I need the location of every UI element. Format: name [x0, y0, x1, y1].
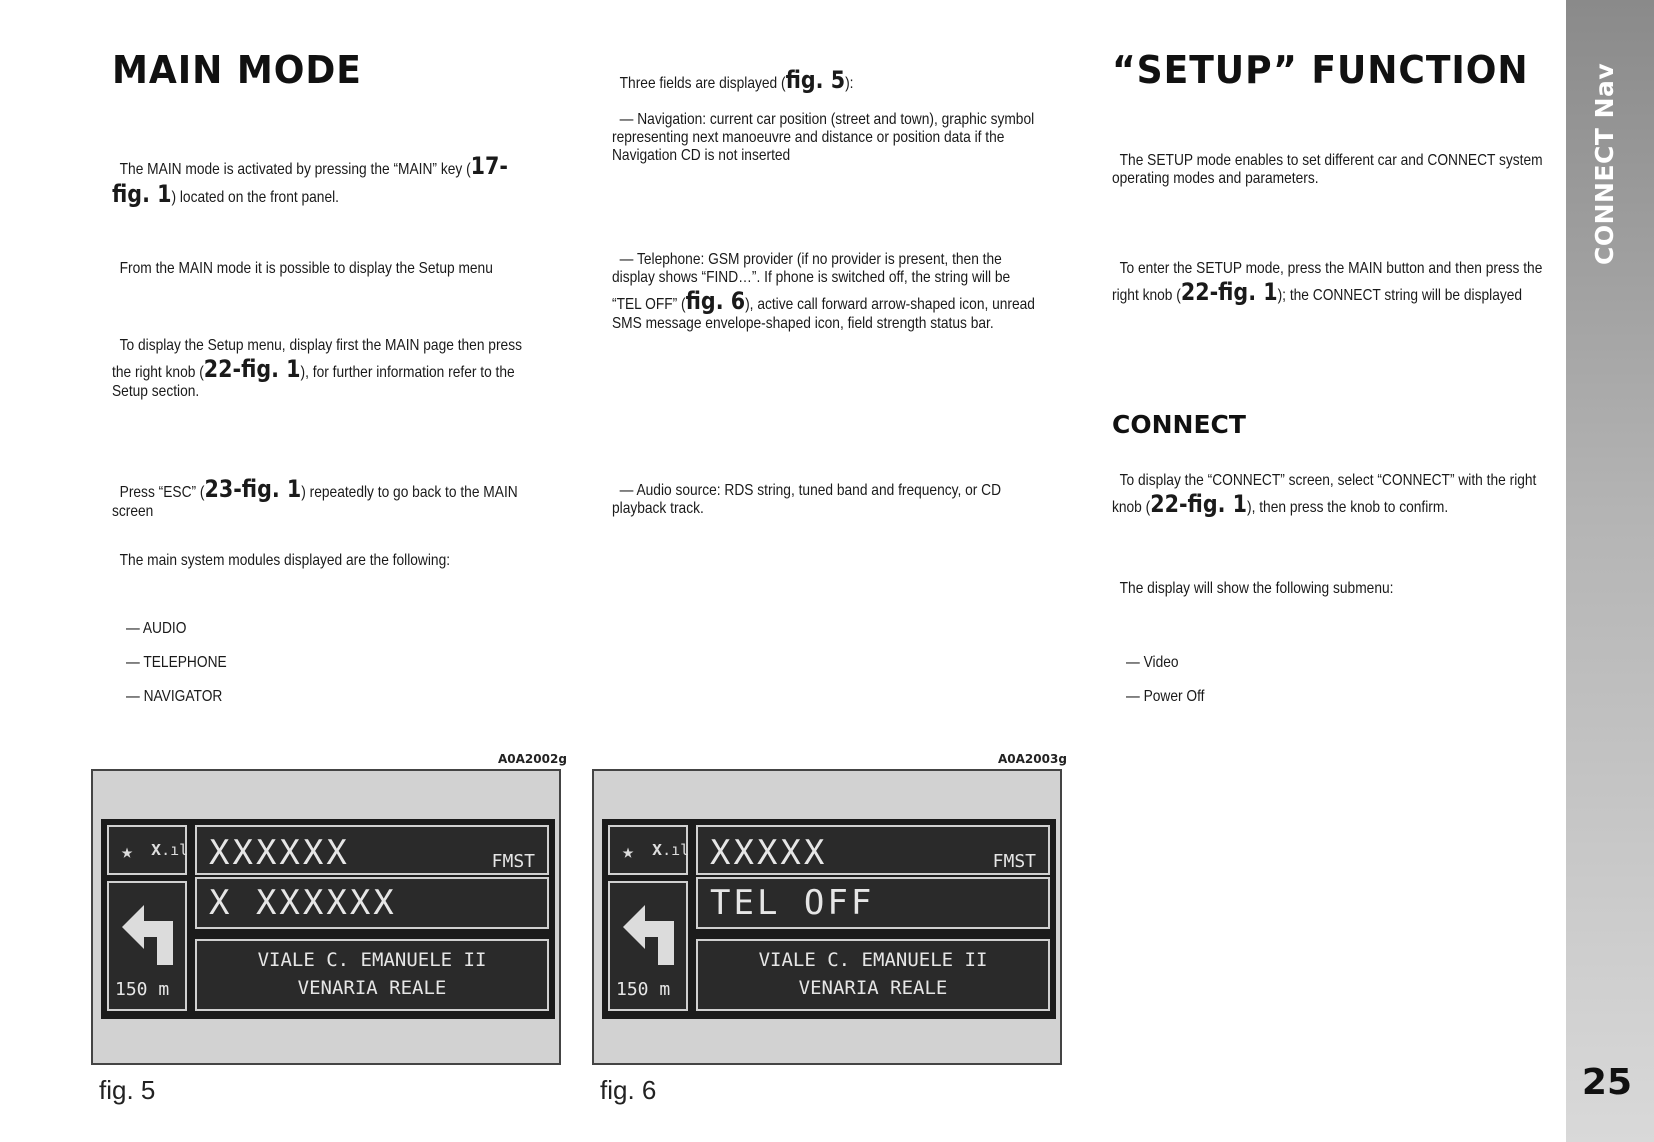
signal-strength-icon: 𝚾.ıl — [151, 841, 189, 859]
satellite-icon: ★ — [622, 839, 635, 863]
lcd-screen — [602, 819, 1056, 1019]
module-list — [126, 604, 558, 722]
fig5-display — [91, 769, 561, 1065]
submenu-list — [1126, 638, 1558, 722]
fig6-caption: fig. 6 — [600, 1075, 657, 1105]
fields-intro: Three fields are displayed (fig. 5): — [619, 66, 854, 94]
band-label: FMST — [491, 851, 535, 872]
fig5-caption: fig. 5 — [99, 1075, 156, 1105]
list-item: — AUDIO — [126, 620, 187, 637]
setup-paragraph-1: The SETUP mode enables to set different car and CONNECT system operating modes and parameters. — [1112, 152, 1543, 187]
setup-function-heading: “SETUP” FUNCTION — [1112, 48, 1529, 92]
fig5-code: A0A2002g — [498, 752, 567, 766]
street-name: VIALE C. EMANUELE II — [257, 949, 487, 971]
satellite-icon: ★ — [121, 839, 134, 863]
audio-source-text: XXXXX — [710, 833, 828, 873]
town-name: VENARIA REALE — [798, 977, 948, 999]
list-item: — Video — [1126, 654, 1179, 671]
lcd-screen — [101, 819, 555, 1019]
main-mode-heading: MAIN MODE — [112, 48, 362, 92]
turn-left-arrow-icon — [119, 897, 179, 967]
status-icons-cell — [107, 825, 187, 875]
town-name: VENARIA REALE — [297, 977, 447, 999]
list-item: — Power Off — [1126, 688, 1205, 705]
connect-subheading: CONNECT — [1112, 410, 1246, 439]
signal-strength-icon: 𝚾.ıl — [652, 841, 690, 859]
list-item: — NAVIGATOR — [126, 688, 223, 705]
audio-field — [195, 825, 549, 875]
navigation-field — [696, 939, 1050, 1011]
main-mode-paragraph-5: The main system modules displayed are the following: — [119, 552, 451, 569]
main-mode-paragraph-1: The MAIN mode is activated by pressing the “MAIN” key (17-fig. 1) located on the front panel. — [112, 152, 508, 208]
telephone-field-description: — Telephone: GSM provider (if no provider is present, then the display shows “FIND…”. If phone is switched off, the string will be “TEL OFF” (fig. 6), active call forward arrow-shaped icon, unread SMS message envelope-shaped icon, field strength status bar. — [612, 251, 1035, 332]
fig6-code: A0A2003g — [998, 752, 1067, 766]
audio-field — [696, 825, 1050, 875]
telephone-text: X XXXXXX — [209, 883, 397, 923]
list-item: — TELEPHONE — [126, 654, 227, 671]
connect-paragraph-2: The display will show the following submenu: — [1119, 580, 1394, 597]
navigation-field-description: — Navigation: current car position (street and town), graphic symbol representing next manoeuvre and distance or position data if the Navigation CD is not inserted — [612, 111, 1035, 164]
street-name: VIALE C. EMANUELE II — [758, 949, 988, 971]
audio-source-text: XXXXXX — [209, 833, 350, 873]
main-mode-paragraph-4: Press “ESC” (23-fig. 1) repeatedly to go back to the MAIN screen — [112, 475, 518, 520]
band-label: FMST — [992, 851, 1036, 872]
main-mode-paragraph-3: To display the Setup menu, display first the MAIN page then press the right knob (22-fig. 1), for further information refer to the Setup section. — [112, 337, 522, 400]
status-icons-cell — [608, 825, 688, 875]
turn-left-arrow-icon — [620, 897, 680, 967]
distance-label: 150 m — [616, 979, 671, 1000]
connect-paragraph-1: To display the “CONNECT” screen, select “CONNECT” with the right knob (22-fig. 1), then press the knob to confirm. — [1112, 472, 1537, 518]
distance-label: 150 m — [115, 979, 170, 1000]
telephone-field — [195, 877, 549, 929]
navigation-field — [195, 939, 549, 1011]
main-mode-paragraph-2: From the MAIN mode it is possible to display the Setup menu — [119, 260, 493, 277]
chapter-title: CONNECT Nav — [1590, 62, 1619, 265]
audio-field-description: — Audio source: RDS string, tuned band and frequency, or CD playback track. — [612, 482, 1002, 517]
chapter-sidebar — [1566, 0, 1654, 1142]
page-number: 25 — [1581, 1062, 1632, 1103]
telephone-text: TEL OFF — [710, 883, 875, 923]
setup-paragraph-2: To enter the SETUP mode, press the MAIN button and then press the right knob (22-fig. 1); the CONNECT string will be displayed — [1112, 260, 1543, 306]
telephone-field — [696, 877, 1050, 929]
manoeuvre-cell — [608, 881, 688, 1011]
fig6-display — [592, 769, 1062, 1065]
manoeuvre-cell — [107, 881, 187, 1011]
